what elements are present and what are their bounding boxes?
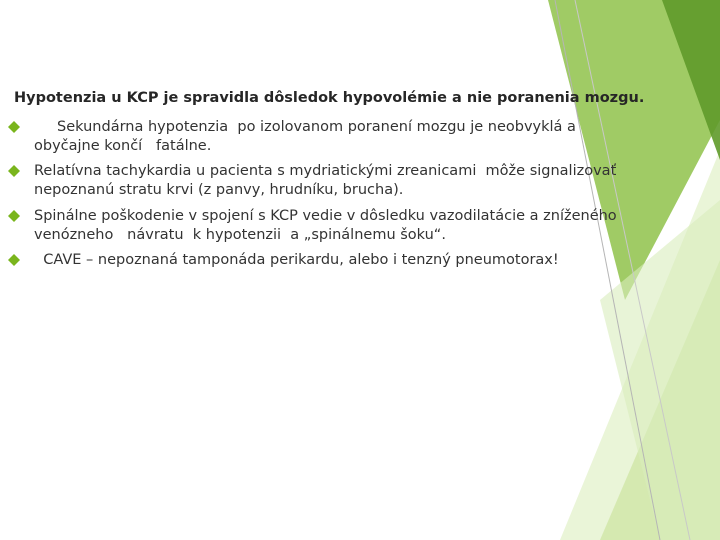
slide-heading: Hypotenzia u KCP je spravidla dôsledok hypovolémie a nie poranenia mozgu. (14, 90, 645, 106)
bullet-line: obyčajne končí fatálne. (34, 138, 212, 154)
diamond-bullet-icon (8, 121, 20, 133)
diamond-bullet-icon (8, 165, 20, 177)
diamond-bullet-icon (8, 210, 20, 222)
diamond-bullet-icon (8, 254, 20, 266)
bullet-line: venózneho návratu k hypotenzii a „spinálnemu šoku“. (34, 227, 446, 243)
bullet-line: CAVE – nepoznaná tamponáda perikardu, alebo i tenzný pneumotorax! (34, 252, 559, 268)
bullet-line: Spinálne poškodenie v spojení s KCP vedie v dôsledku vazodilatácie a zníženého (34, 208, 617, 224)
bullet-line: Relatívna tachykardia u pacienta s mydriatickými zreanicami môže signalizovať (34, 163, 617, 179)
bullet-line: nepoznanú stratu krvi (z panvy, hrudníku, brucha). (34, 182, 404, 198)
bullet-line: Sekundárna hypotenzia po izolovanom poranení mozgu je neobvyklá a (34, 119, 576, 135)
